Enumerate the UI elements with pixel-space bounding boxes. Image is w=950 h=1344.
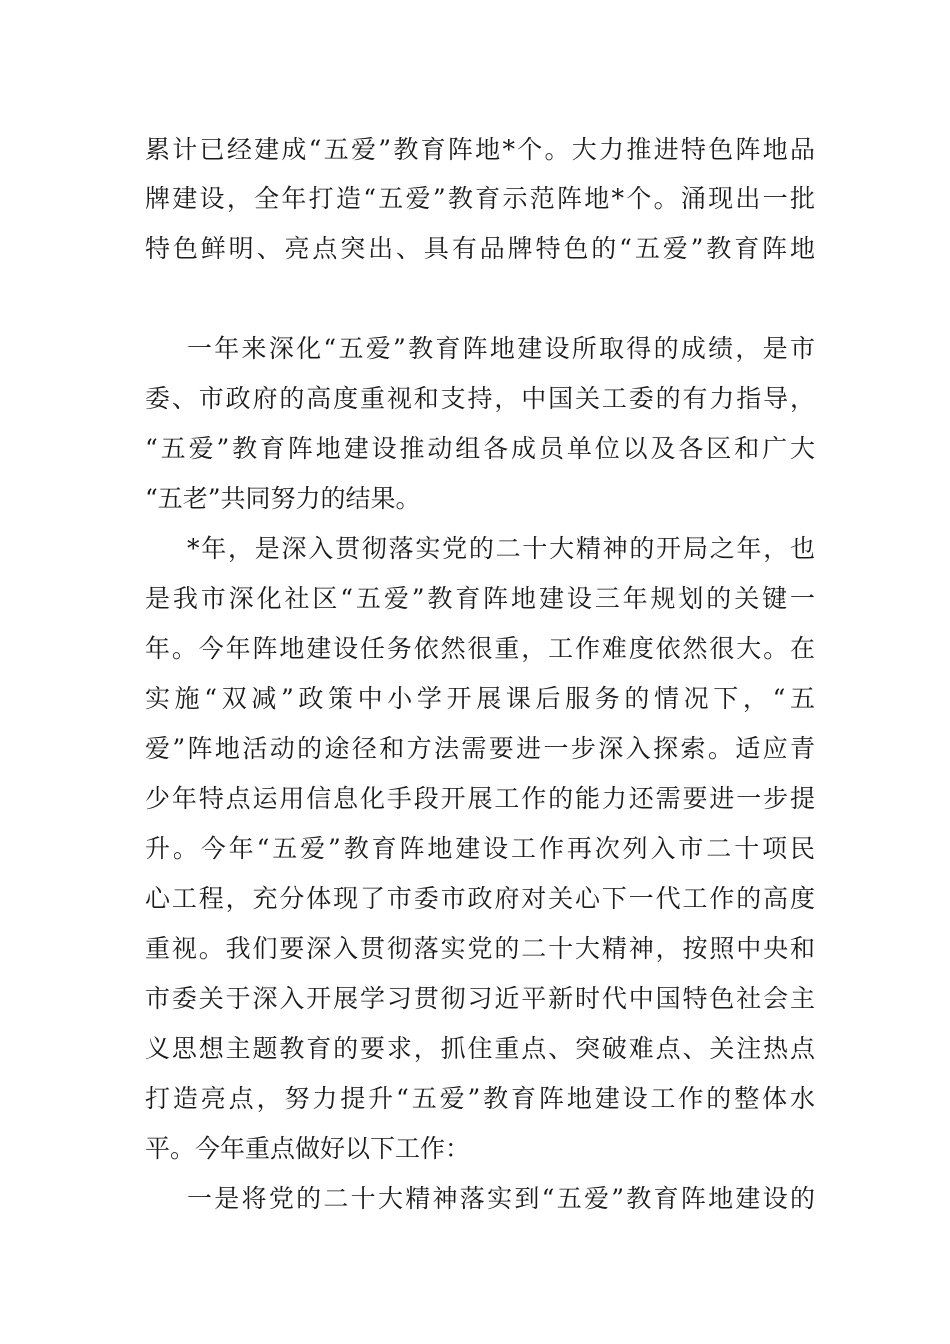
paragraph-line: 年。今年阵地建设任务依然很重，工作难度依然很大。在: [145, 634, 815, 663]
paragraph-line: 是我市深化社区“五爱”教育阵地建设三年规划的关键一: [145, 584, 815, 613]
paragraph-line: 打造亮点，努力提升“五爱”教育阵地建设工作的整体水: [145, 1084, 815, 1113]
paragraph-line: 少年特点运用信息化手段开展工作的能力还需要进一步提: [145, 784, 815, 813]
paragraph-line: 重视。我们要深入贯彻落实党的二十大精神，按照中央和: [145, 934, 815, 963]
paragraph-line: 市委关于深入开展学习贯彻习近平新时代中国特色社会主: [145, 984, 815, 1013]
paragraph-line: 义思想主题教育的要求，抓住重点、突破难点、关注热点: [145, 1034, 815, 1063]
paragraph-line: 特色鲜明、亮点突出、具有品牌特色的“五爱”教育阵地: [145, 234, 815, 263]
paragraph-line: “五老”共同努力的结果。: [145, 484, 421, 513]
paragraph-line: 实施“双减”政策中小学开展课后服务的情况下，“五: [145, 684, 815, 713]
paragraph-line: 委、市政府的高度重视和支持，中国关工委的有力指导，: [145, 384, 815, 413]
paragraph-line: 累计已经建成“五爱”教育阵地*个。大力推进特色阵地品: [145, 135, 815, 164]
paragraph-line: 爱”阵地活动的途径和方法需要进一步深入探索。适应青: [145, 734, 815, 763]
paragraph-line: 一年来深化“五爱”教育阵地建设所取得的成绩，是市: [187, 334, 815, 363]
paragraph-line: 升。今年“五爱”教育阵地建设工作再次列入市二十项民: [145, 834, 815, 863]
paragraph-line: *年，是深入贯彻落实党的二十大精神的开局之年，也: [187, 534, 815, 563]
paragraph-line: 牌建设，全年打造“五爱”教育示范阵地*个。涌现出一批: [145, 184, 815, 213]
paragraph-line: “五爱”教育阵地建设推动组各成员单位以及各区和广大: [145, 434, 815, 463]
paragraph-line: 一是将党的二十大精神落实到“五爱”教育阵地建设的: [187, 1184, 815, 1213]
paragraph-line: 平。今年重点做好以下工作：: [145, 1134, 471, 1163]
paragraph-line: 心工程，充分体现了市委市政府对关心下一代工作的高度: [145, 884, 815, 913]
